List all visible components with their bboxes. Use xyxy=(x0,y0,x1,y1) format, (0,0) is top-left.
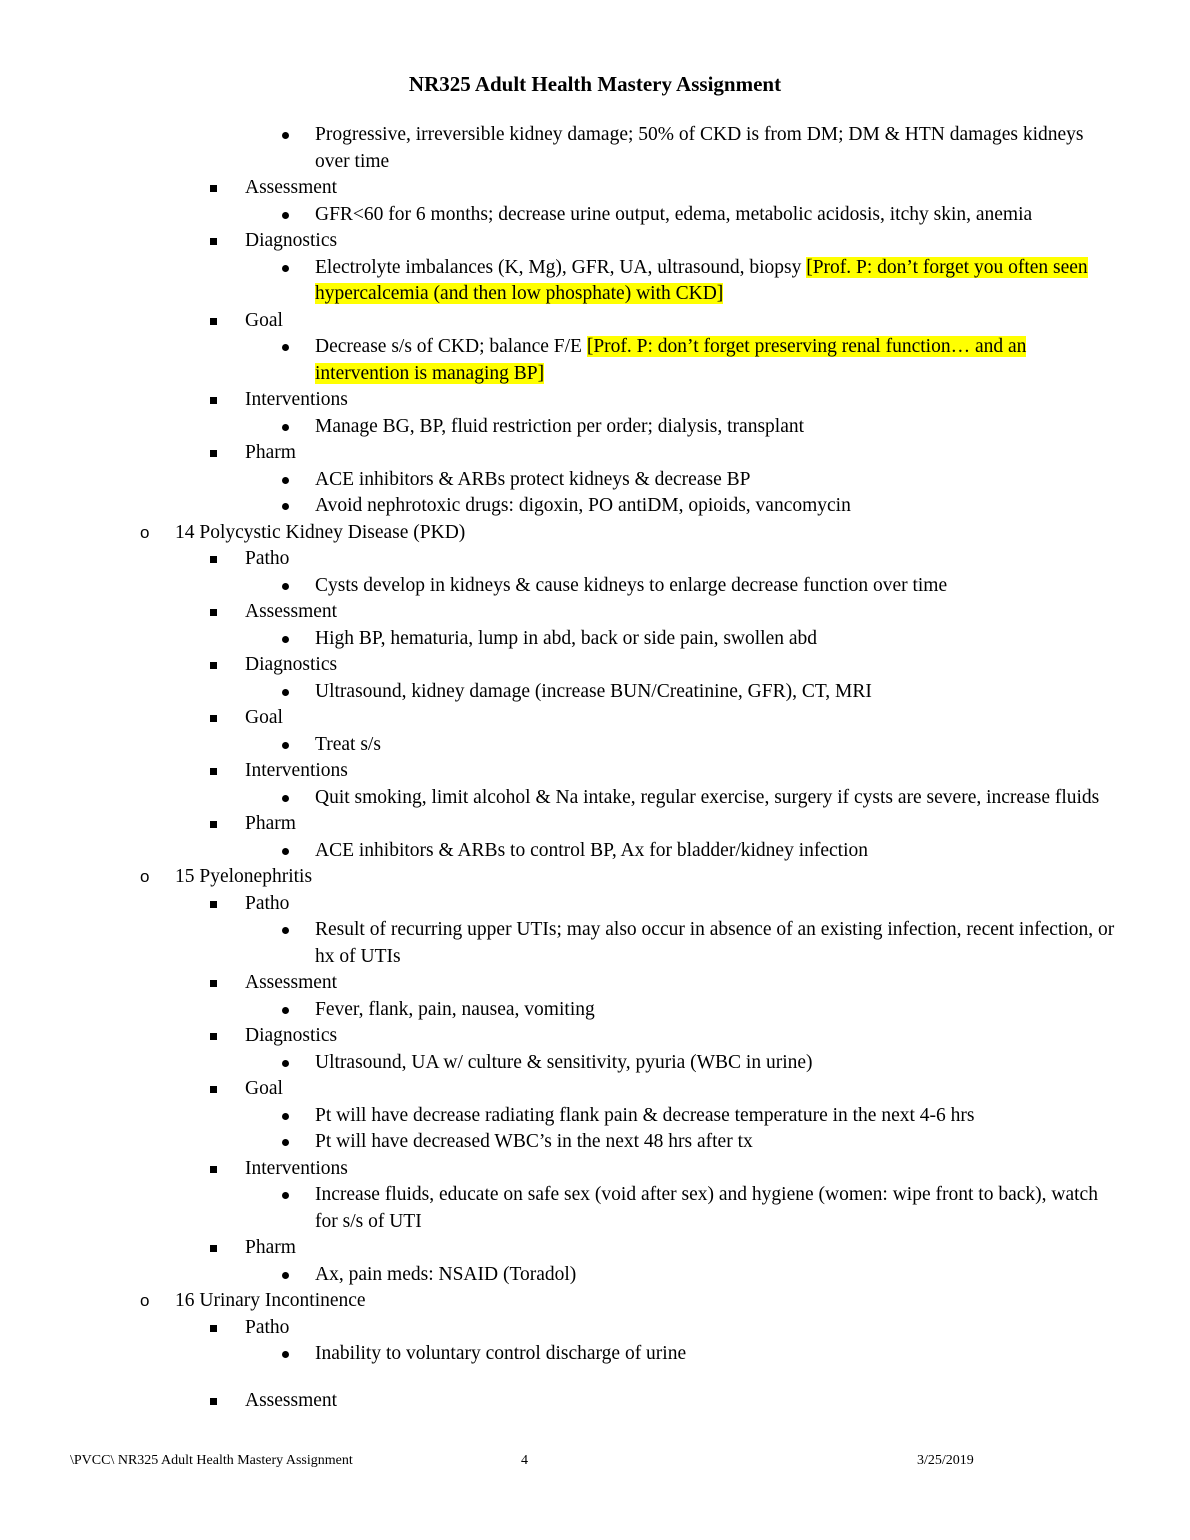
outline-bullet xyxy=(0,1050,1190,1077)
outline-text xyxy=(245,1023,1190,1050)
outline-text xyxy=(315,1050,1122,1077)
outline-section xyxy=(0,599,1190,626)
document-body xyxy=(0,122,1190,1414)
outline-item-text: Assessment xyxy=(245,1389,338,1411)
outline-item-text: Assessment xyxy=(245,177,338,198)
footer-path: \PVCC\ NR325 Adult Health Mastery Assignment xyxy=(70,1453,353,1468)
square-bullet-icon xyxy=(210,662,217,669)
outline-item-text: Manage BG, BP, fluid restriction per order; dialysis, transplant xyxy=(315,415,805,437)
outline-bullet xyxy=(0,1103,1190,1130)
outline-bullet xyxy=(0,573,1190,600)
outline-text xyxy=(315,785,1122,812)
circle-bullet-icon: o xyxy=(140,522,150,542)
outline-bullet xyxy=(0,732,1190,759)
outline-text xyxy=(315,626,1122,653)
outline-section xyxy=(0,546,1190,573)
outline-text xyxy=(315,493,1122,520)
outline-text xyxy=(245,308,1190,335)
dot-bullet-icon xyxy=(282,1060,289,1067)
square-bullet-icon xyxy=(210,821,217,828)
outline-bullet xyxy=(0,838,1190,865)
outline-item-text: Pharm xyxy=(245,813,296,834)
outline-item-text: Assessment xyxy=(245,972,338,993)
outline-text xyxy=(245,758,1190,785)
outline-bullet xyxy=(0,785,1190,812)
outline-item-text: Progressive, irreversible kidney damage; 50% of CKD is from DM; DM & HTN damages kidneys over time xyxy=(315,124,1084,172)
outline-bullet xyxy=(0,1262,1190,1289)
outline-item-text: Ultrasound, UA w/ culture & sensitivity, pyuria (WBC in urine) xyxy=(315,1051,813,1073)
footer-page-number: 4 xyxy=(521,1453,528,1468)
outline-text xyxy=(315,732,1122,759)
outline-section xyxy=(0,440,1190,467)
outline-text xyxy=(245,1076,1190,1103)
outline-section xyxy=(0,970,1190,997)
outline-text xyxy=(245,891,1190,918)
circle-bullet-icon: o xyxy=(140,867,150,886)
square-bullet-icon xyxy=(210,901,217,908)
outline-item-text: Patho xyxy=(245,1316,290,1338)
outline-text xyxy=(245,1388,1190,1415)
dot-bullet-icon xyxy=(282,344,289,351)
outline-item-text: 16 Urinary Incontinence xyxy=(175,1290,366,1311)
outline-item-text: Treat s/s xyxy=(315,733,381,755)
outline-item-text: ACE inhibitors & ARBs protect kidneys & decrease BP xyxy=(315,468,751,490)
dot-bullet-icon xyxy=(282,265,289,272)
outline-section xyxy=(0,175,1190,202)
outline-text xyxy=(175,1288,1190,1315)
square-bullet-icon xyxy=(210,1166,217,1173)
outline-text xyxy=(245,1315,1190,1342)
outline-topic xyxy=(0,1288,1190,1315)
outline-text xyxy=(315,679,1122,706)
outline-item-text: Assessment xyxy=(245,601,338,622)
outline-bullet xyxy=(0,122,1190,175)
outline-text xyxy=(245,175,1190,202)
outline-topic xyxy=(0,864,1190,891)
circle-bullet-icon: o xyxy=(140,1291,150,1310)
square-bullet-icon xyxy=(210,318,217,325)
square-bullet-icon xyxy=(210,397,217,404)
footer-date: 3/25/2019 xyxy=(917,1453,974,1468)
dot-bullet-icon xyxy=(282,1007,289,1014)
outline-text xyxy=(315,573,1122,600)
square-bullet-icon xyxy=(210,1245,217,1252)
outline-text xyxy=(315,334,1122,387)
outline-bullet xyxy=(0,997,1190,1024)
outline-bullet xyxy=(0,1182,1190,1235)
outline-item-text: Pharm xyxy=(245,1237,296,1258)
outline-text xyxy=(245,1235,1190,1262)
outline-item-text: Pt will have decrease radiating flank pain & decrease temperature in the next 4-6 hrs xyxy=(315,1104,975,1126)
outline-text xyxy=(315,1129,1122,1156)
outline-text xyxy=(315,1341,1122,1368)
professor-comment-highlight: [Prof. P: don’t forget preserving renal function… and an intervention is managing BP] xyxy=(315,336,1027,384)
outline-item-text: High BP, hematuria, lump in abd, back or side pain, swollen abd xyxy=(315,627,818,649)
dot-bullet-icon xyxy=(282,503,289,510)
outline-item-text: 14 Polycystic Kidney Disease (PKD) xyxy=(175,521,466,543)
outline-bullet xyxy=(0,1129,1190,1156)
outline-item-text: Increase fluids, educate on safe sex (void after sex) and hygiene (women: wipe front to back), watch for s/s of UTI xyxy=(315,1184,1098,1232)
outline-section xyxy=(0,1235,1190,1262)
outline-item-text: Interventions xyxy=(245,1157,348,1179)
outline-text xyxy=(315,255,1122,308)
outline-item-text: Ultrasound, kidney damage (increase BUN/Creatinine, GFR), CT, MRI xyxy=(315,680,872,702)
dot-bullet-icon xyxy=(282,212,289,219)
square-bullet-icon xyxy=(210,556,217,563)
dot-bullet-icon xyxy=(282,742,289,749)
outline-text xyxy=(245,228,1190,255)
outline-text xyxy=(245,811,1190,838)
outline-section xyxy=(0,758,1190,785)
outline-section xyxy=(0,1388,1190,1415)
outline-item-text: Cysts develop in kidneys & cause kidneys to enlarge decrease function over time xyxy=(315,574,948,596)
outline-text xyxy=(315,122,1122,175)
outline-item-text: Decrease s/s of CKD; balance F/E xyxy=(315,336,587,357)
outline-text xyxy=(245,440,1190,467)
outline-bullet xyxy=(0,202,1190,229)
outline-section xyxy=(0,1315,1190,1342)
outline-text xyxy=(315,1103,1122,1130)
outline-section xyxy=(0,228,1190,255)
outline-item-text: Quit smoking, limit alcohol & Na intake, regular exercise, surgery if cysts are severe, increase fluids xyxy=(315,786,1100,808)
square-bullet-icon xyxy=(210,609,217,616)
outline-bullet xyxy=(0,467,1190,494)
square-bullet-icon xyxy=(210,1325,217,1332)
outline-text xyxy=(315,414,1122,441)
square-bullet-icon xyxy=(210,238,217,245)
outline-item-text: Inability to voluntary control discharge of urine xyxy=(315,1343,687,1364)
square-bullet-icon xyxy=(210,715,217,722)
square-bullet-icon xyxy=(210,768,217,775)
outline-item-text: Diagnostics xyxy=(245,230,338,251)
outline-item-text: ACE inhibitors & ARBs to control BP, Ax for bladder/kidney infection xyxy=(315,839,869,861)
outline-bullet xyxy=(0,414,1190,441)
outline-bullet xyxy=(0,917,1190,970)
outline-text xyxy=(245,1156,1190,1183)
outline-text xyxy=(175,520,1190,547)
outline-section xyxy=(0,308,1190,335)
outline-section xyxy=(0,811,1190,838)
outline-item-text: Pt will have decreased WBC’s in the next 48 hrs after tx xyxy=(315,1131,753,1152)
dot-bullet-icon xyxy=(282,477,289,484)
outline-item-text: 15 Pyelonephritis xyxy=(175,866,313,887)
outline-section xyxy=(0,652,1190,679)
dot-bullet-icon xyxy=(282,636,289,643)
outline-section xyxy=(0,1023,1190,1050)
dot-bullet-icon xyxy=(282,583,289,590)
outline-text xyxy=(245,705,1190,732)
outline-bullet xyxy=(0,255,1190,308)
outline-section xyxy=(0,891,1190,918)
outline-text xyxy=(245,387,1190,414)
outline-bullet xyxy=(0,1341,1190,1368)
outline-item-text: Goal xyxy=(245,1078,283,1099)
dot-bullet-icon xyxy=(282,1272,289,1279)
outline-item-text: Patho xyxy=(245,548,290,569)
outline-bullet xyxy=(0,626,1190,653)
outline-item-text: Diagnostics xyxy=(245,654,338,675)
outline-item-text: Fever, flank, pain, nausea, vomiting xyxy=(315,998,595,1020)
outline-section xyxy=(0,1156,1190,1183)
outline-text xyxy=(245,652,1190,679)
outline-item-text: Diagnostics xyxy=(245,1025,338,1046)
square-bullet-icon xyxy=(210,1398,217,1405)
outline-item-text: Interventions xyxy=(245,760,348,781)
outline-text xyxy=(315,1182,1122,1235)
outline-text xyxy=(245,970,1190,997)
dot-bullet-icon xyxy=(282,848,289,855)
outline-section xyxy=(0,705,1190,732)
outline-text xyxy=(315,467,1122,494)
outline-section xyxy=(0,1076,1190,1103)
outline-bullet xyxy=(0,493,1190,520)
square-bullet-icon xyxy=(210,1033,217,1040)
outline-item-text: Patho xyxy=(245,892,290,914)
square-bullet-icon xyxy=(210,185,217,192)
outline-item-text: Pharm xyxy=(245,442,296,463)
dot-bullet-icon xyxy=(282,1351,289,1358)
dot-bullet-icon xyxy=(282,1113,289,1120)
outline-text xyxy=(315,997,1122,1024)
square-bullet-icon xyxy=(210,980,217,987)
dot-bullet-icon xyxy=(282,132,289,139)
outline-bullet xyxy=(0,334,1190,387)
outline-topic xyxy=(0,520,1190,547)
outline-item-text: Goal xyxy=(245,309,283,331)
dot-bullet-icon xyxy=(282,1139,289,1146)
outline-text xyxy=(315,1262,1122,1289)
outline-text xyxy=(245,599,1190,626)
professor-comment-highlight: [Prof. P: don’t forget you often seen hypercalcemia (and then low phosphate) with CKD] xyxy=(315,256,1088,304)
outline-item-text: Ax, pain meds: NSAID (Toradol) xyxy=(315,1263,577,1285)
dot-bullet-icon xyxy=(282,424,289,431)
outline-item-text: Goal xyxy=(245,707,283,728)
document-title: NR325 Adult Health Mastery Assignment xyxy=(408,72,782,96)
dot-bullet-icon xyxy=(282,927,289,934)
dot-bullet-icon xyxy=(282,689,289,696)
outline-item-text: Interventions xyxy=(245,389,348,410)
outline-text xyxy=(175,864,1190,891)
square-bullet-icon xyxy=(210,450,217,457)
dot-bullet-icon xyxy=(282,1192,289,1199)
outline-bullet xyxy=(0,679,1190,706)
outline-text xyxy=(315,917,1122,970)
outline-item-text: Result of recurring upper UTIs; may also occur in absence of an existing infection, recent infection, or hx of UTIs xyxy=(315,919,1115,967)
dot-bullet-icon xyxy=(282,795,289,802)
outline-text xyxy=(315,838,1122,865)
square-bullet-icon xyxy=(210,1086,217,1093)
outline-text xyxy=(315,202,1122,229)
outline-item-text: Electrolyte imbalances (K, Mg), GFR, UA, ultrasound, biopsy xyxy=(315,256,807,278)
outline-section xyxy=(0,387,1190,414)
outline-item-text: GFR<60 for 6 months; decrease urine output, edema, metabolic acidosis, itchy skin, anemia xyxy=(315,203,1033,225)
outline-text xyxy=(245,546,1190,573)
outline-item-text: Avoid nephrotoxic drugs: digoxin, PO antiDM, opioids, vancomycin xyxy=(315,495,851,516)
